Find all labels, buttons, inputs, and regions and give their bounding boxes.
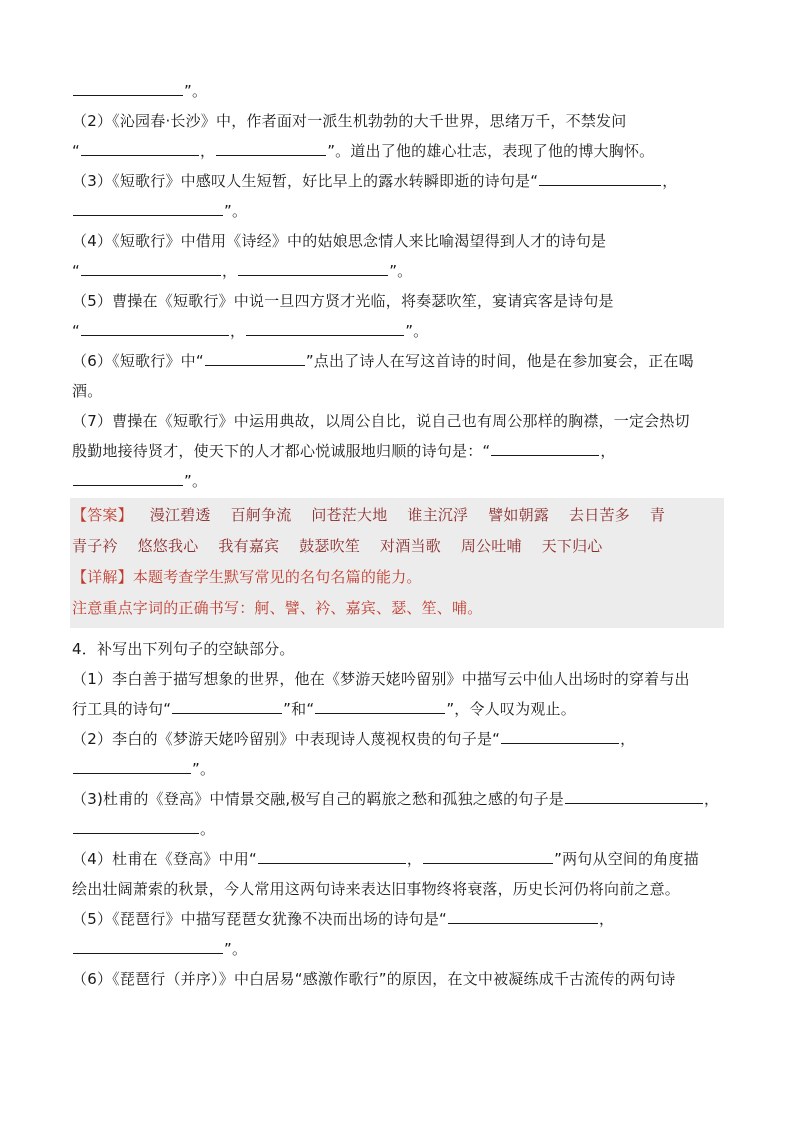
text: 酒。 <box>72 382 103 400</box>
answer-blank[interactable] <box>491 437 599 456</box>
text: ， <box>199 142 216 160</box>
q4-item-4-line1 <box>72 844 722 874</box>
note-text: 注意重点字词的正确书写：舸、譬、衿、嘉宾、瑟、笙、哺。 <box>72 599 483 617</box>
text: （6）《琵琶行（并序）》中白居易“感激作歌行”的原因，在文中被凝练成千古流传的两句诗 <box>72 970 676 988</box>
q3-item-6-line1 <box>72 346 722 376</box>
text: ”两句从空间的角度描 <box>554 850 699 868</box>
q4-item-6-line1 <box>72 964 722 994</box>
text: （5）曹操在《短歌行》中说一旦四方贤才光临，将奏瑟吹笙，宴请宾客是诗句是 <box>72 292 614 310</box>
answer-blank[interactable] <box>539 167 661 186</box>
answer-item: 问苍茫大地 <box>311 506 388 524</box>
q4-title <box>72 634 722 664</box>
text: 行工具的诗句“ <box>72 700 172 718</box>
answer-blank[interactable] <box>448 905 598 924</box>
answer-blank[interactable] <box>315 695 445 714</box>
text: （3)杜甫的《登高》中情景交融,极写自己的羁旅之愁和孤独之感的句子是 <box>72 790 564 808</box>
q3-item-3-line1 <box>72 166 722 196</box>
answer-item: 青 <box>649 506 666 524</box>
text: ”。 <box>192 760 216 778</box>
text: （1）李白善于描写想象的世界，他在《梦游天姥吟留别》中描写云中仙人出场时的穿着与出 <box>72 670 690 688</box>
answer-blank[interactable] <box>423 845 553 864</box>
answer-blank[interactable] <box>246 317 404 336</box>
answer-blank[interactable] <box>81 317 229 336</box>
answer-item: 漫江碧透 <box>149 506 211 524</box>
text: ”。 <box>224 202 248 220</box>
answer-blank[interactable] <box>258 845 406 864</box>
q4-item-1-line1 <box>72 664 722 694</box>
answer-blank[interactable] <box>172 695 282 714</box>
answer-item: 悠悠我心 <box>137 537 199 555</box>
q3-item-5-line1 <box>72 286 722 316</box>
q3-item-5-line2 <box>72 316 722 346</box>
detail-tag: 【详解】 <box>72 568 133 586</box>
answer-item: 譬如朝露 <box>488 506 550 524</box>
text: ”。 <box>184 82 208 100</box>
q3-item-7-line2 <box>72 436 722 466</box>
answer-item: 鼓瑟吹笙 <box>299 537 361 555</box>
text: 4．补写出下列句子的空缺部分。 <box>72 640 295 658</box>
answer-blank[interactable] <box>73 197 223 216</box>
text: ”。道出了他的雄心壮志，表现了他的博大胸怀。 <box>327 142 655 160</box>
text: “ <box>72 322 80 340</box>
q4-item-4-line2 <box>72 874 722 904</box>
answer-blank[interactable] <box>73 467 183 486</box>
text: ， <box>662 172 678 190</box>
text: “ <box>72 142 80 160</box>
text: ， <box>600 442 616 460</box>
answer-item: 天下归心 <box>541 537 603 555</box>
answer-blank[interactable] <box>205 347 305 366</box>
answer-blank[interactable] <box>501 725 619 744</box>
text: ， <box>620 730 636 748</box>
answer-item: 去日苦多 <box>569 506 630 524</box>
q4-item-3-line1 <box>72 784 722 814</box>
answer-blank[interactable] <box>81 257 221 276</box>
q4-item-2-line2 <box>72 754 722 784</box>
text: 绘出壮阔萧索的秋景，今人常用这两句诗来表达旧事物终将衰落，历史长河仍将向前之意。 <box>72 880 681 898</box>
text: （4）杜甫在《登高》中用“ <box>72 850 257 868</box>
text: 。 <box>200 820 216 838</box>
q3-item-4-line2 <box>72 256 722 286</box>
answer-blank[interactable] <box>73 755 191 774</box>
text: ， <box>229 322 246 340</box>
answer-item: 谁主沉浮 <box>407 506 469 524</box>
q3-item-2-line1 <box>72 106 722 136</box>
q4-item-3-line2 <box>72 814 722 844</box>
text: ”点出了诗人在写这首诗的时间，他是在参加宴会，正在喝 <box>305 352 694 370</box>
q4-item-1-line2 <box>72 694 722 724</box>
text: ”和“ <box>283 700 315 718</box>
q3-item-6-line2 <box>72 376 722 406</box>
answer-item: 对酒当歌 <box>380 537 441 555</box>
answer-note <box>72 593 722 624</box>
answer-blank[interactable] <box>565 785 703 804</box>
answer-detail <box>72 562 722 593</box>
text: 殷勤地接待贤才，使天下的人才都心悦诚服地归顺的诗句是：“ <box>72 442 491 460</box>
answer-item: 周公吐哺 <box>460 537 522 555</box>
q4-item-5-line1 <box>72 904 722 934</box>
answer-blank[interactable] <box>73 935 223 954</box>
text: （2）《沁园春·长沙》中，作者面对一派生机勃勃的大千世界，思绪万千，不禁发问 <box>72 112 627 130</box>
text: ”。 <box>405 322 429 340</box>
answer-blank[interactable] <box>238 257 388 276</box>
text: （5）《琵琶行》中描写琵琶女犹豫不决而出场的诗句是“ <box>72 910 448 928</box>
answer-blank[interactable] <box>81 137 199 156</box>
answer-section <box>70 498 724 628</box>
text: （2）李白的《梦游天姥吟留别》中表现诗人蔑视权贵的句子是“ <box>72 730 501 748</box>
q3-item-7-line3 <box>72 466 722 496</box>
answer-tag: 【答案】 <box>72 506 133 524</box>
q3-item-2-line2 <box>72 136 722 166</box>
text: （7）曹操在《短歌行》中运用典故，以周公自比，说自己也有周公那样的胸襟，一定会热切 <box>72 412 690 430</box>
q3-item-4-line1 <box>72 226 722 256</box>
answer-row-1 <box>72 500 722 531</box>
text: ”，令人叹为观止。 <box>446 700 576 718</box>
answer-item: 青子衿 <box>72 537 118 555</box>
answer-blank[interactable] <box>216 137 326 156</box>
q3-item-3-line2 <box>72 196 722 226</box>
text: ， <box>406 850 423 868</box>
text: ， <box>599 910 615 928</box>
text: ”。 <box>389 262 413 280</box>
q3-line-top <box>72 76 722 106</box>
text: ， <box>221 262 238 280</box>
answer-blank[interactable] <box>73 77 183 96</box>
text: “ <box>72 262 80 280</box>
answer-item: 百舸争流 <box>230 506 292 524</box>
text: ”。 <box>184 472 208 490</box>
q4-item-5-line2 <box>72 934 722 964</box>
q3-item-7-line1 <box>72 406 722 436</box>
text: ， <box>703 790 720 808</box>
text: （4）《短歌行》中借用《诗经》中的姑娘思念情人来比喻渴望得到人才的诗句是 <box>72 232 607 250</box>
text: （3）《短歌行》中感叹人生短暂，好比早上的露水转瞬即逝的诗句是“ <box>72 172 539 190</box>
answer-blank[interactable] <box>73 815 199 834</box>
text: ”。 <box>224 940 248 958</box>
text: （6）《短歌行》中“ <box>72 352 204 370</box>
q4-item-2-line1 <box>72 724 722 754</box>
answer-row-2 <box>72 531 722 562</box>
detail-text: 本题考查学生默写常见的名句名篇的能力。 <box>132 568 422 586</box>
answer-item: 我有嘉宾 <box>218 537 280 555</box>
